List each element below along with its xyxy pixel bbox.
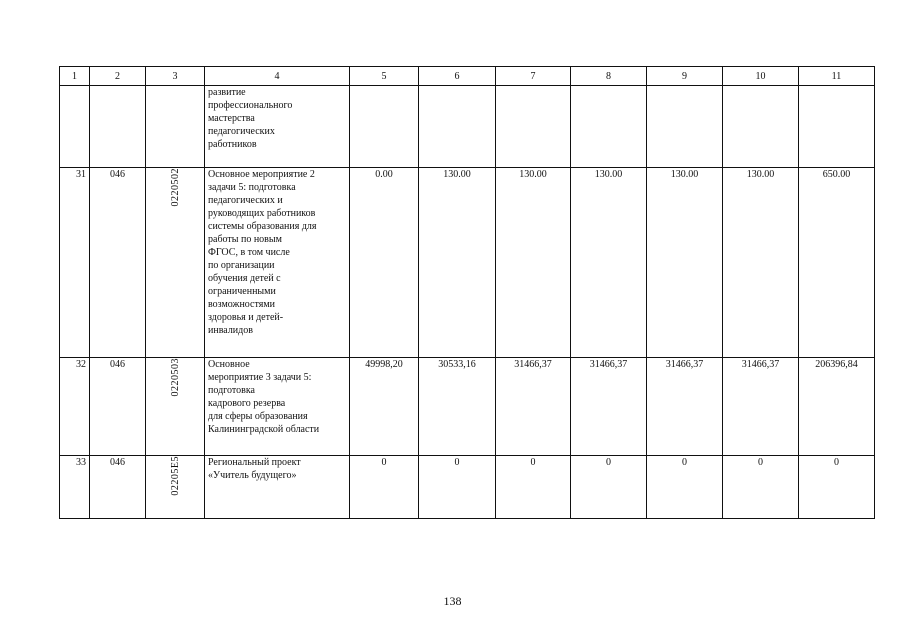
grbs-code	[90, 86, 146, 168]
value-cell: 0	[571, 456, 647, 519]
column-header: 10	[723, 67, 799, 86]
program-code-text: 0220503	[169, 358, 181, 397]
grbs-code: 046	[90, 358, 146, 456]
column-header: 9	[647, 67, 723, 86]
value-cell	[723, 86, 799, 168]
column-header: 7	[496, 67, 571, 86]
value-cell: 0	[723, 456, 799, 519]
value-cell: 31466,37	[647, 358, 723, 456]
column-header: 3	[146, 67, 205, 86]
column-header: 6	[419, 67, 496, 86]
value-cell: 0	[419, 456, 496, 519]
column-header: 11	[799, 67, 875, 86]
row-number: 32	[60, 358, 90, 456]
table-row	[60, 358, 875, 456]
value-cell	[571, 86, 647, 168]
value-cell	[419, 86, 496, 168]
value-cell: 130.00	[419, 168, 496, 358]
value-cell	[496, 86, 571, 168]
table-row	[60, 456, 875, 519]
grbs-code: 046	[90, 456, 146, 519]
value-cell: 130.00	[496, 168, 571, 358]
table-row	[60, 168, 875, 358]
row-number: 33	[60, 456, 90, 519]
value-cell: 31466,37	[571, 358, 647, 456]
value-cell: 130.00	[723, 168, 799, 358]
column-header: 5	[350, 67, 419, 86]
grbs-code: 046	[90, 168, 146, 358]
row-description: развитие профессионального мастерства педагогических работников	[205, 86, 350, 168]
program-code	[146, 456, 205, 519]
program-code-text: 0220502	[169, 168, 181, 207]
value-cell: 0.00	[350, 168, 419, 358]
program-code	[146, 358, 205, 456]
row-description: Основное мероприятие 2 задачи 5: подготовка педагогических и руководящих работников системы образования для работы по новым ФГОС, в том числе по организации обучения детей с ограниченными возможностями здоровья и детей- инвалидов	[205, 168, 350, 358]
column-header: 2	[90, 67, 146, 86]
budget-table	[59, 66, 875, 519]
row-number	[60, 86, 90, 168]
column-header: 1	[60, 67, 90, 86]
value-cell: 650.00	[799, 168, 875, 358]
value-cell: 0	[647, 456, 723, 519]
value-cell	[350, 86, 419, 168]
column-header: 8	[571, 67, 647, 86]
row-description: Основное мероприятие 3 задачи 5: подготовка кадрового резерва для сферы образования Калининградской области	[205, 358, 350, 456]
value-cell: 31466,37	[496, 358, 571, 456]
value-cell	[799, 86, 875, 168]
value-cell: 0	[799, 456, 875, 519]
row-description: Региональный проект «Учитель будущего»	[205, 456, 350, 519]
program-code	[146, 168, 205, 358]
table-header-row	[60, 67, 875, 86]
table-row	[60, 86, 875, 168]
page-number: 138	[443, 594, 462, 608]
value-cell: 0	[496, 456, 571, 519]
value-cell: 30533,16	[419, 358, 496, 456]
value-cell: 206396,84	[799, 358, 875, 456]
value-cell: 49998,20	[350, 358, 419, 456]
value-cell	[647, 86, 723, 168]
value-cell: 130.00	[571, 168, 647, 358]
column-header: 4	[205, 67, 350, 86]
row-number: 31	[60, 168, 90, 358]
program-code-text: 02205E5	[169, 456, 181, 496]
value-cell: 0	[350, 456, 419, 519]
value-cell: 31466,37	[723, 358, 799, 456]
program-code	[146, 86, 205, 168]
value-cell: 130.00	[647, 168, 723, 358]
